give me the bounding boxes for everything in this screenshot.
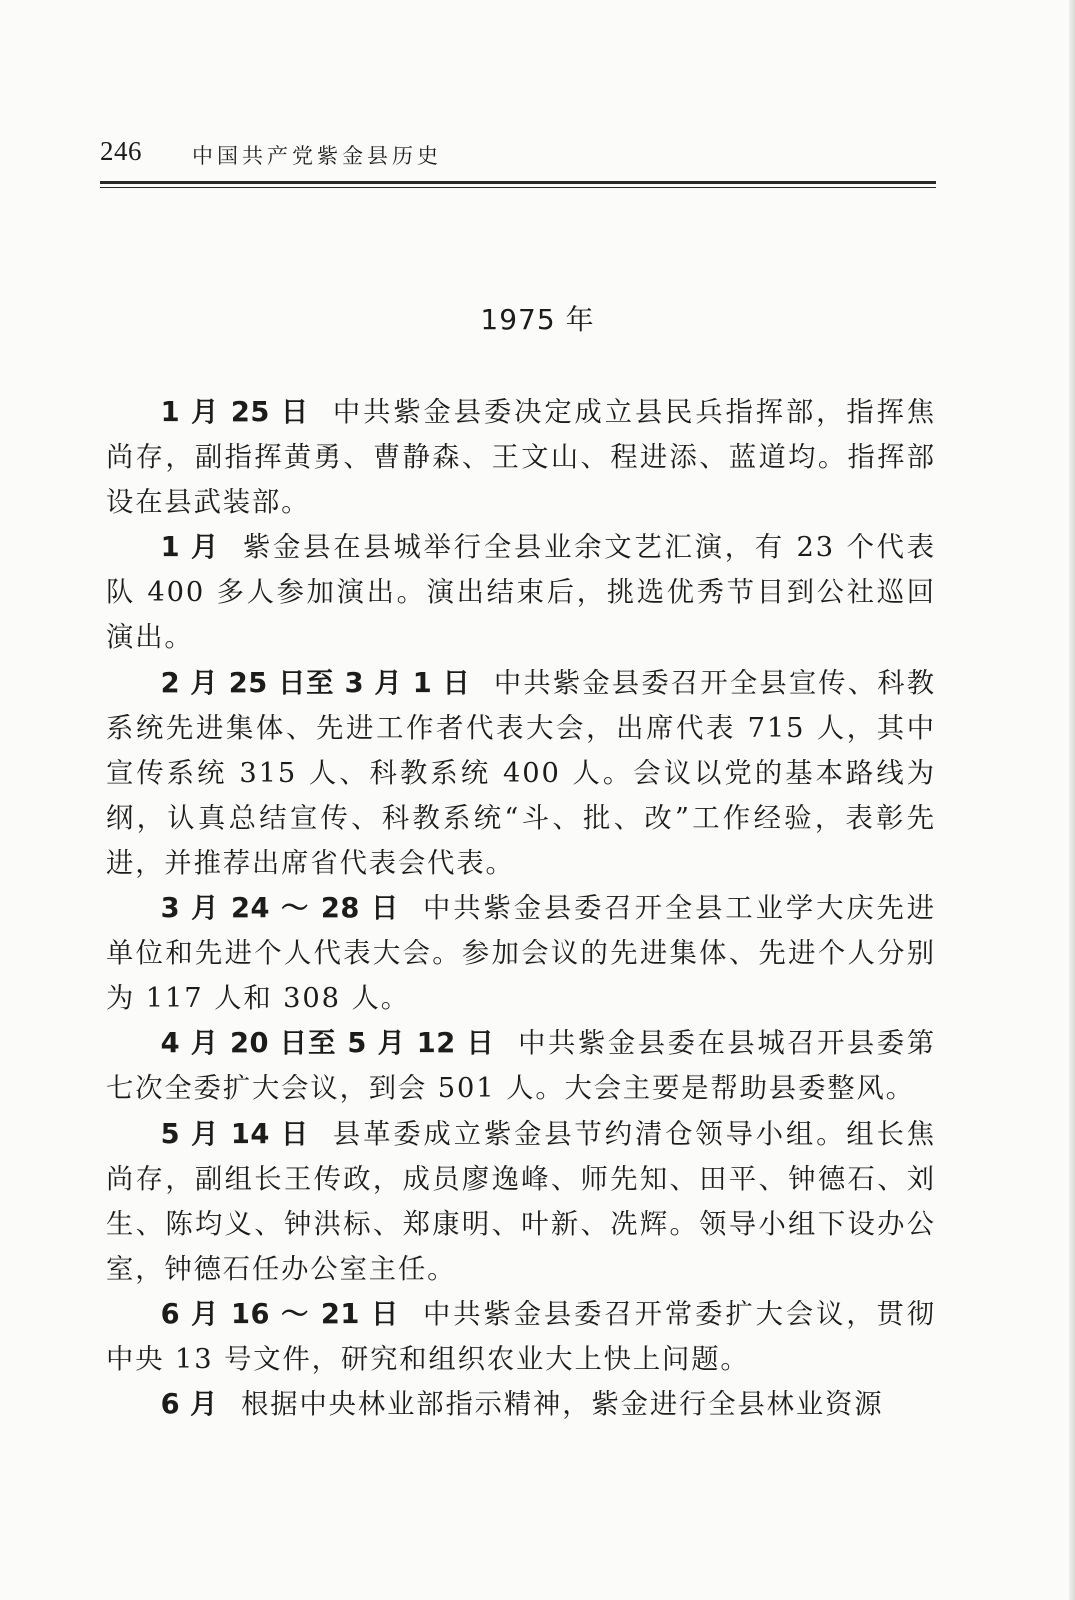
entry-text: 县革委成立紫金县节约清仓领导小组。组长焦尚存，副组长王传政，成员廖逸峰、师先知、田平、钟德石、刘生、陈均义、钟洪标、郑康明、叶新、冼辉。领导小组下设办公室，钟德石任办公室主任。 bbox=[106, 1118, 936, 1285]
entry-date: 1 月 25 日 bbox=[160, 397, 310, 428]
chronicle-entry bbox=[106, 1112, 936, 1292]
header-rule-thick bbox=[100, 181, 936, 184]
page-number: 246 bbox=[100, 136, 142, 166]
entry-date: 2 月 25 日至 3 月 1 日 bbox=[160, 667, 471, 699]
entry-date: 6 月 bbox=[160, 1389, 218, 1421]
entry-date: 1 月 bbox=[160, 532, 220, 564]
entry-date: 3 月 24 ～ 28 日 bbox=[160, 893, 400, 925]
book-title: 中国共产党紫金县历史 bbox=[192, 144, 442, 168]
page-edge-shadow bbox=[1069, 0, 1075, 1600]
entry-text: 中共紫金县委召开全县宣传、科教系统先进集体、先进工作者代表大会，出席代表 715 人，其中宣传系统 315 人、科教系统 400 人。会议以党的基本路线为纲，认真总结宣传、科教系统“斗、批、改”工作经验，表彰先进，并推荐出席省代表会代表。 bbox=[106, 667, 936, 879]
chronicle-entry bbox=[106, 1292, 936, 1382]
chronicle-entry bbox=[106, 1021, 936, 1111]
running-head bbox=[100, 132, 936, 172]
header-rule-thin bbox=[100, 187, 936, 188]
year-heading: 1975 年 bbox=[480, 303, 595, 336]
chronicle-body bbox=[106, 390, 936, 1427]
entry-text: 中共紫金县委决定成立县民兵指挥部，指挥焦尚存，副指挥黄勇、曹静森、王文山、程进添、蓝道均。指挥部设在县武装部。 bbox=[106, 397, 936, 519]
entry-text: 中共紫金县委在县城召开县委第七次全委扩大会议，到会 501 人。大会主要是帮助县委整风。 bbox=[106, 1028, 936, 1105]
entry-date: 5 月 14 日 bbox=[160, 1118, 310, 1150]
chronicle-entry bbox=[106, 390, 936, 525]
entry-date: 6 月 16 ～ 21 日 bbox=[160, 1298, 400, 1330]
chronicle-entry bbox=[106, 661, 936, 886]
entry-text: 中共紫金县委召开全县工业学大庆先进单位和先进个人代表大会。参加会议的先进集体、先进个人分别为 117 人和 308 人。 bbox=[106, 893, 936, 1015]
entry-text: 中共紫金县委召开常委扩大会议，贯彻中央 13 号文件，研究和组织农业大上快上问题。 bbox=[106, 1298, 936, 1375]
chronicle-entry bbox=[106, 1382, 936, 1427]
chronicle-entry bbox=[106, 525, 936, 660]
entry-text: 根据中央林业部指示精神，紫金进行全县林业资源 bbox=[241, 1389, 884, 1421]
entry-date: 4 月 20 日至 5 月 12 日 bbox=[160, 1028, 495, 1060]
chronicle-entry bbox=[106, 886, 936, 1021]
entry-text: 紫金县在县城举行全县业余文艺汇演，有 23 个代表队 400 多人参加演出。演出结束后，挑选优秀节目到公社巡回演出。 bbox=[106, 532, 936, 654]
